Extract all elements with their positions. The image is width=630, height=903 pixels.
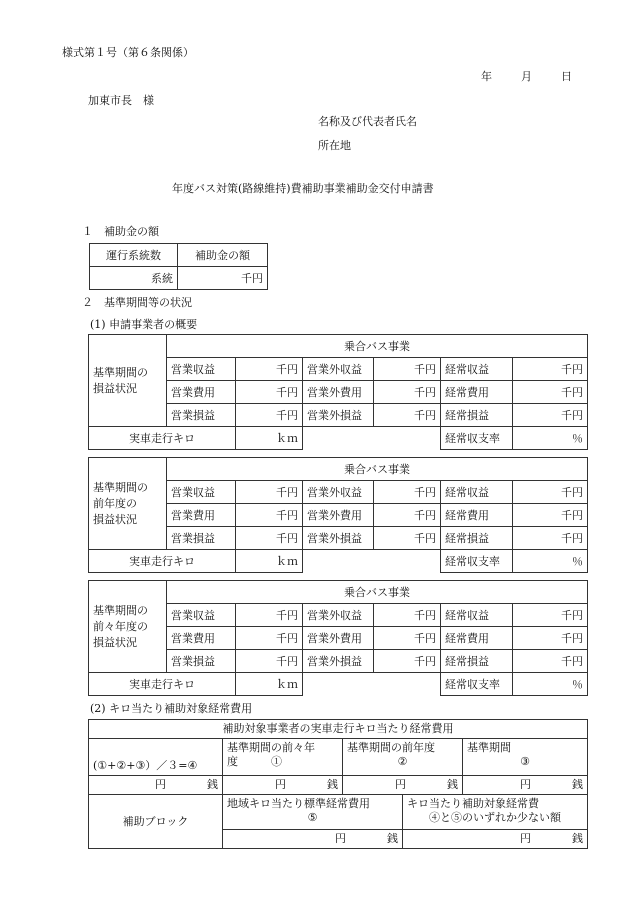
base-cost-value[interactable] [463, 776, 588, 795]
row-label: 営業外収益 [303, 604, 374, 627]
subsidy-cost-header [403, 795, 588, 830]
block-label-line2: 前々年度の [93, 619, 148, 633]
subsidy-amount-cell[interactable]: 千円 [178, 267, 268, 290]
profit-loss-block-1 [88, 334, 588, 450]
applicant-name-label: 名称及び代表者氏名 [318, 115, 417, 128]
period-prev1-line1: 基準期間の前年度 [347, 741, 435, 754]
block-label-line3: 損益状況 [93, 512, 137, 526]
row-label: 営業損益 [167, 404, 236, 427]
row-label: 営業外損益 [303, 527, 374, 550]
blank-cell [303, 550, 441, 573]
section2-sub2-heading: (2) キロ当たり補助対象経常費用 [90, 702, 253, 715]
period-base-header [463, 739, 588, 776]
km-run-value[interactable]: ｋｍ [236, 427, 303, 450]
sen-unit: 銭 [207, 778, 218, 791]
yen-unit: 円 [520, 832, 531, 845]
value-cell[interactable]: 千円 [374, 650, 441, 673]
ord-ratio-value[interactable]: ％ [513, 550, 588, 573]
value-cell[interactable]: 千円 [513, 481, 588, 504]
value-cell[interactable]: 千円 [513, 381, 588, 404]
cost-table-top-header: 補助対象事業者の実車走行キロ当たり経常費用 [89, 720, 588, 739]
block-label-line2: 前年度の [93, 496, 137, 510]
row-label: 営業損益 [167, 527, 236, 550]
period-prev1-header [343, 739, 463, 776]
value-cell[interactable]: 千円 [374, 381, 441, 404]
blank-cell [303, 673, 441, 696]
period-prev2-line2: 度 ① [227, 755, 282, 768]
date-day-label: 日 [561, 70, 572, 83]
yen-unit: 円 [155, 778, 166, 791]
block-label [89, 581, 167, 673]
form-number: 様式第１号（第６条関係） [62, 46, 194, 59]
block-label [89, 458, 167, 550]
km-run-label: 実車走行キロ [89, 673, 236, 696]
date-month-label: 月 [521, 70, 532, 83]
km-run-label: 実車走行キロ [89, 550, 236, 573]
row-label: 経常費用 [441, 381, 513, 404]
value-cell[interactable]: 千円 [236, 527, 303, 550]
row-label: 営業収益 [167, 481, 236, 504]
period-prev1-line2: ② [397, 755, 408, 768]
period-prev2-header [223, 739, 343, 776]
ord-ratio-value[interactable]: ％ [513, 673, 588, 696]
block-label [89, 335, 167, 427]
value-cell[interactable]: 千円 [374, 504, 441, 527]
value-cell[interactable]: 千円 [236, 604, 303, 627]
km-run-label: 実車走行キロ [89, 427, 236, 450]
prev1-cost-value[interactable] [343, 776, 463, 795]
value-cell[interactable]: 千円 [236, 404, 303, 427]
row-label: 経常損益 [441, 650, 513, 673]
section2-sub1-heading: (1) 申請事業者の概要 [90, 318, 198, 331]
period-base-line2: ③ [520, 755, 530, 768]
std-cost-value[interactable] [223, 830, 403, 849]
route-count-cell[interactable]: 系統 [90, 267, 178, 290]
avg-cost-value[interactable] [89, 776, 223, 795]
ord-ratio-label: 経常収支率 [441, 673, 513, 696]
subsidy-amount-table [89, 243, 268, 290]
subsidy-cost-line2: ④と⑤のいずれか少ない額 [429, 811, 561, 824]
route-count-header: 運行系統数 [90, 244, 178, 267]
row-label: 営業外費用 [303, 627, 374, 650]
row-label: 経常収益 [441, 604, 513, 627]
row-label: 営業外費用 [303, 381, 374, 404]
value-cell[interactable]: 千円 [374, 358, 441, 381]
blank-cell [303, 427, 441, 450]
sen-unit: 銭 [327, 778, 338, 791]
value-cell[interactable]: 千円 [513, 627, 588, 650]
row-label: 経常損益 [441, 404, 513, 427]
bus-business-header: 乗合バス事業 [167, 335, 588, 358]
value-cell[interactable]: 千円 [374, 527, 441, 550]
period-base-line1: 基準期間 [467, 741, 511, 754]
value-cell[interactable]: 千円 [513, 604, 588, 627]
value-cell[interactable]: 千円 [513, 650, 588, 673]
section1-heading: １ 補助金の額 [82, 225, 159, 238]
sen-unit: 銭 [572, 778, 583, 791]
ord-ratio-label: 経常収支率 [441, 427, 513, 450]
row-label: 営業外費用 [303, 504, 374, 527]
profit-loss-block-2 [88, 457, 588, 573]
yen-unit: 円 [395, 778, 406, 791]
value-cell[interactable]: 千円 [374, 404, 441, 427]
sen-unit: 銭 [447, 778, 458, 791]
value-cell[interactable]: 千円 [513, 404, 588, 427]
subsidy-amount-header: 補助金の額 [178, 244, 268, 267]
period-prev2-line1: 基準期間の前々年 [227, 741, 315, 754]
row-label: 営業収益 [167, 358, 236, 381]
row-label: 営業費用 [167, 627, 236, 650]
block-label-line1: 基準期間の [93, 365, 148, 379]
row-label: 経常収益 [441, 358, 513, 381]
row-label: 営業外収益 [303, 358, 374, 381]
row-label: 経常損益 [441, 527, 513, 550]
value-cell[interactable]: 千円 [374, 481, 441, 504]
value-cell[interactable]: 千円 [236, 481, 303, 504]
value-cell[interactable]: 千円 [513, 527, 588, 550]
value-cell[interactable]: 千円 [513, 358, 588, 381]
sen-unit: 銭 [387, 832, 398, 845]
value-cell[interactable]: 千円 [236, 504, 303, 527]
row-label: 営業費用 [167, 381, 236, 404]
row-label: 営業費用 [167, 504, 236, 527]
subsidy-cost-line1: キロ当たり補助対象経常費 [407, 797, 539, 810]
prev2-cost-value[interactable] [223, 776, 343, 795]
formula-cell: (①+②+③）／３=④ [89, 739, 223, 776]
block-label-line2: 損益状況 [93, 381, 137, 395]
block-label-line1: 基準期間の [93, 480, 148, 494]
std-cost-header [223, 795, 403, 830]
value-cell[interactable]: 千円 [236, 381, 303, 404]
addressee: 加東市長 様 [88, 94, 154, 107]
bus-business-header: 乗合バス事業 [167, 581, 588, 604]
cost-per-km-table [88, 719, 588, 849]
yen-unit: 円 [275, 778, 286, 791]
value-cell[interactable]: 千円 [236, 627, 303, 650]
ord-ratio-value[interactable]: ％ [513, 427, 588, 450]
value-cell[interactable]: 千円 [513, 504, 588, 527]
km-run-value[interactable]: ｋｍ [236, 673, 303, 696]
block-label-line3: 損益状況 [93, 635, 137, 649]
date-year-label: 年 [481, 70, 492, 83]
bus-business-header: 乗合バス事業 [167, 458, 588, 481]
row-label: 営業収益 [167, 604, 236, 627]
row-label: 営業外損益 [303, 404, 374, 427]
row-label: 営業外損益 [303, 650, 374, 673]
row-label: 営業外収益 [303, 481, 374, 504]
section2-heading: ２ 基準期間等の状況 [82, 296, 192, 309]
value-cell[interactable]: 千円 [236, 650, 303, 673]
applicant-address-label: 所在地 [318, 139, 351, 152]
profit-loss-block-3 [88, 580, 588, 696]
row-label: 営業損益 [167, 650, 236, 673]
sen-unit: 銭 [572, 832, 583, 845]
row-label: 経常収益 [441, 481, 513, 504]
value-cell[interactable]: 千円 [374, 604, 441, 627]
row-label: 経常費用 [441, 504, 513, 527]
km-run-value[interactable]: ｋｍ [236, 550, 303, 573]
page-title: 年度バス対策(路線維持)費補助事業補助金交付申請書 [172, 182, 434, 195]
value-cell[interactable]: 千円 [236, 358, 303, 381]
subsidy-cost-value[interactable] [403, 830, 588, 849]
value-cell[interactable]: 千円 [374, 627, 441, 650]
yen-unit: 円 [335, 832, 346, 845]
std-cost-line2: ⑤ [307, 811, 318, 824]
yen-unit: 円 [520, 778, 531, 791]
ord-ratio-label: 経常収支率 [441, 550, 513, 573]
block-label-line1: 基準期間の [93, 603, 148, 617]
row-label: 経常費用 [441, 627, 513, 650]
std-cost-line1: 地域キロ当たり標準経常費用 [227, 797, 370, 810]
subsidy-block-label: 補助ブロック [89, 795, 223, 849]
